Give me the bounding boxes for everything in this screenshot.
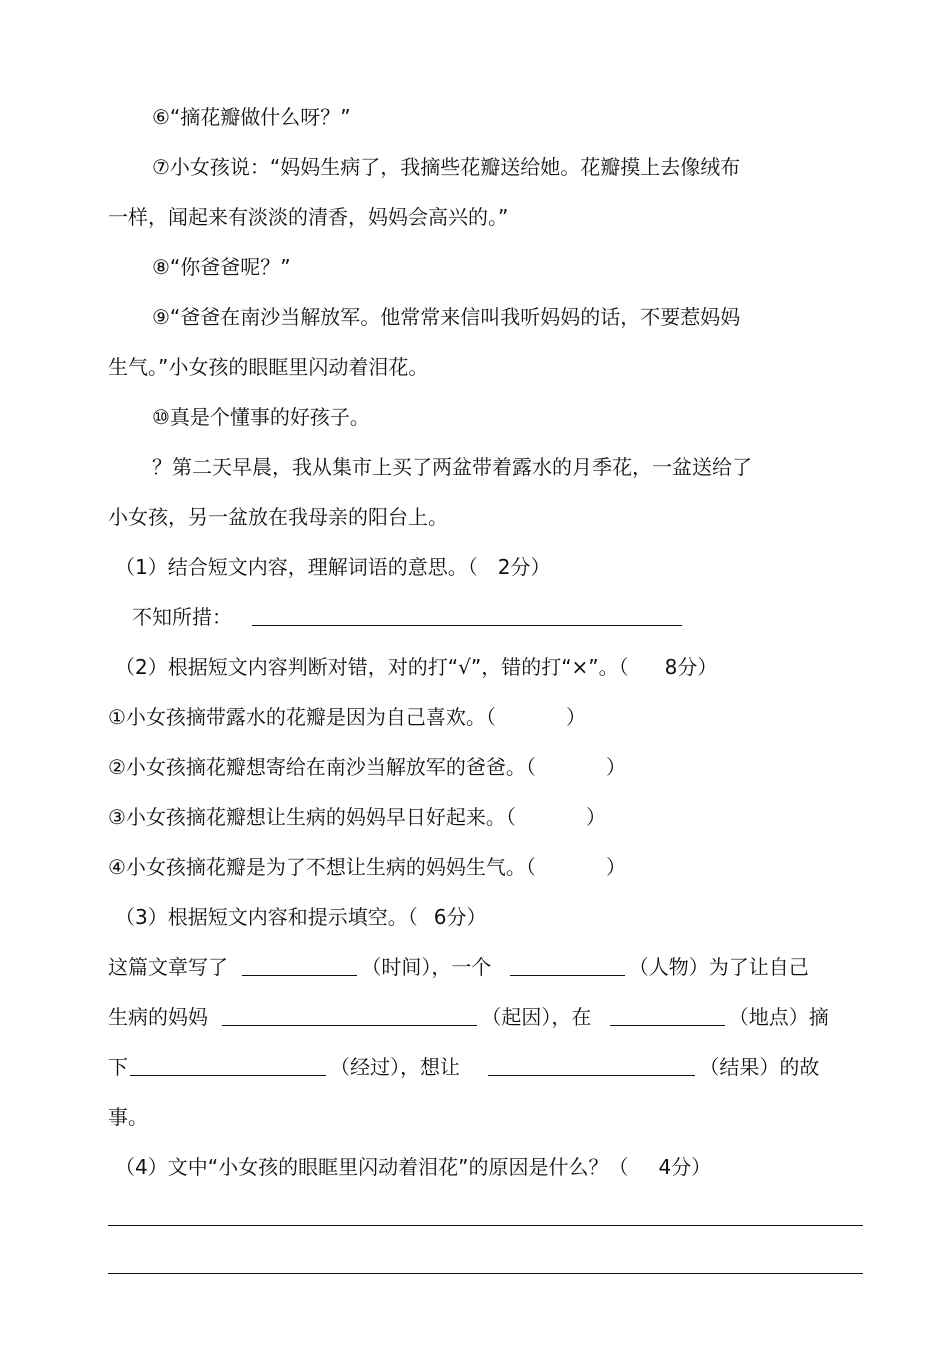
question-2-item-text: ①小女孩摘带露水的花瓣是因为自己喜欢。（ (108, 705, 496, 729)
question-2-score: 8分） (664, 655, 718, 679)
blank-place[interactable] (610, 1005, 725, 1026)
question-2-item-1 (108, 704, 586, 730)
question-2 (115, 654, 717, 680)
question-2-item-text: ④小女孩摘花瓣是为了不想让生病的妈妈生气。（ (108, 855, 536, 879)
question-3-score: 6分） (433, 905, 487, 929)
question-4-prompt: （4）文中“小女孩的眼眶里闪动着泪花”的原因是什么？（ (115, 1155, 629, 1179)
question-2-item-text: ③小女孩摘花瓣想让生病的妈妈早日好起来。（ (108, 805, 516, 829)
fill-text: （时间），一个 (361, 955, 492, 979)
fill-text: 这篇文章写了 (108, 955, 228, 979)
question-2-item-4 (108, 854, 626, 880)
question-3-prompt: （3）根据短文内容和提示填空。（ (115, 905, 418, 929)
question-4 (115, 1154, 711, 1180)
question-2-item-text: ②小女孩摘花瓣想寄给在南沙当解放军的爸爸。（ (108, 755, 536, 779)
passage-para-8: ⑧“你爸爸呢？” (152, 255, 291, 279)
question-2-item-2 (108, 754, 626, 780)
blank-cause[interactable] (222, 1005, 477, 1026)
question-1 (115, 554, 550, 580)
question-3-line-1 (108, 954, 809, 980)
blank-result[interactable] (488, 1055, 695, 1076)
question-1-answer-blank[interactable] (252, 605, 682, 626)
fill-text: （经过），想让 (330, 1055, 460, 1079)
blank-person[interactable] (510, 955, 625, 976)
closing-paren: ） (565, 705, 586, 729)
passage-para-9-line-1: ⑨“爸爸在南沙当解放军。他常常来信叫我听妈妈的话，不要惹妈妈 (152, 305, 741, 329)
question-1-term: 不知所措： (132, 605, 232, 629)
passage-para-11-line-2: 小女孩，另一盆放在我母亲的阳台上。 (108, 505, 448, 529)
question-1-prompt: （1）结合短文内容，理解词语的意思。（ (115, 555, 478, 579)
answer-line-1[interactable] (108, 1225, 863, 1226)
passage-para-11-line-1: ？第二天早晨，我从集市上买了两盆带着露水的月季花，一盆送给了 (152, 455, 752, 479)
fill-text: 生病的妈妈 (108, 1005, 208, 1029)
question-3-line-4: 事。 (108, 1105, 148, 1129)
passage-para-7-line-2: 一样，闻起来有淡淡的清香，妈妈会高兴的。” (108, 205, 509, 229)
passage-para-10: ⑩真是个懂事的好孩子。 (152, 405, 370, 429)
question-1-score: 2分） (497, 555, 551, 579)
question-4-score: 4分） (658, 1155, 712, 1179)
question-1-answer-row (132, 604, 682, 630)
passage-para-6: ⑥“摘花瓣做什么呀？” (152, 105, 351, 129)
closing-paren: ） (605, 855, 626, 879)
question-3-line-2 (108, 1004, 829, 1030)
blank-process[interactable] (130, 1055, 326, 1076)
passage-para-9-line-2: 生气。”小女孩的眼眶里闪动着泪花。 (108, 355, 429, 379)
question-2-item-3 (108, 804, 606, 830)
fill-text: （地点）摘 (728, 1005, 829, 1029)
fill-text: （起因），在 (481, 1005, 592, 1029)
answer-line-2[interactable] (108, 1273, 863, 1274)
question-3 (115, 904, 486, 930)
question-2-prompt: （2）根据短文内容判断对错，对的打“√”，错的打“×”。（ (115, 655, 629, 679)
passage-para-7-line-1: ⑦小女孩说：“妈妈生病了，我摘些花瓣送给她。花瓣摸上去像绒布 (152, 155, 741, 179)
blank-time[interactable] (242, 955, 357, 976)
closing-paren: ） (585, 805, 606, 829)
fill-text: （结果）的故 (699, 1055, 820, 1079)
question-3-line-3 (108, 1054, 819, 1080)
closing-paren: ） (605, 755, 626, 779)
fill-text: （人物）为了让自己 (628, 955, 809, 979)
fill-text: 下 (108, 1055, 128, 1079)
